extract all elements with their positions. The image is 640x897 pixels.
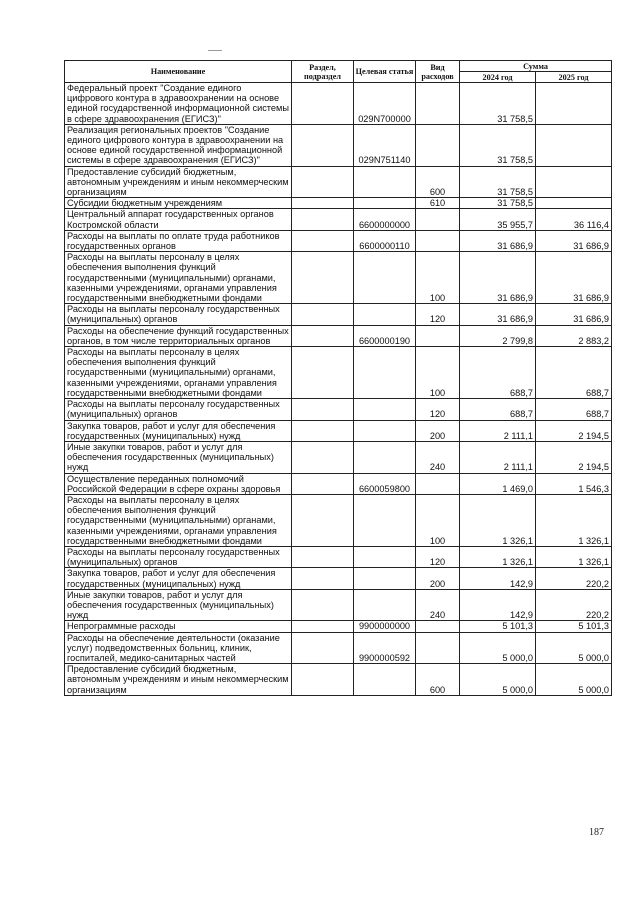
budget-table (64, 60, 612, 696)
cell-target (354, 494, 416, 546)
cell-expense-type: 100 (416, 494, 460, 546)
cell-name: Иные закупки товаров, работ и услуг для обеспечения государственных (муниципальных) нужд (65, 441, 292, 473)
cell-expense-type: 200 (416, 568, 460, 589)
cell-sum-2024: 142,9 (460, 589, 536, 621)
cell-name: Расходы на выплаты персоналу в целях обеспечения выполнения функций государственными (муниципальными) органами, казенными учреждениями, органами управления государственными внебюджетными фондами (65, 494, 292, 546)
table-row (65, 166, 612, 198)
cell-expense-type: 120 (416, 304, 460, 325)
cell-expense-type (416, 325, 460, 346)
cell-target (354, 198, 416, 209)
cell-section (292, 546, 354, 567)
cell-sum-2024: 31 758,5 (460, 124, 536, 166)
cell-sum-2024: 142,9 (460, 568, 536, 589)
cell-target (354, 304, 416, 325)
cell-section (292, 252, 354, 304)
cell-sum-2025: 2 194,5 (536, 420, 612, 441)
cell-sum-2024: 688,7 (460, 347, 536, 399)
cell-sum-2025: 31 686,9 (536, 304, 612, 325)
cell-target (354, 441, 416, 473)
cell-section (292, 325, 354, 346)
cell-name: Расходы на обеспечение деятельности (оказание услуг) подведомственных больниц, клиник, госпиталей, медико-санитарных частей (65, 632, 292, 664)
cell-sum-2025: 1 546,3 (536, 473, 612, 494)
cell-section (292, 589, 354, 621)
cell-expense-type: 100 (416, 347, 460, 399)
cell-target: 6600000190 (354, 325, 416, 346)
cell-sum-2025 (536, 198, 612, 209)
cell-section (292, 494, 354, 546)
cell-sum-2025 (536, 124, 612, 166)
cell-target: 029N751140 (354, 124, 416, 166)
table-row (65, 83, 612, 125)
cell-section (292, 198, 354, 209)
cell-name: Расходы на выплаты персоналу в целях обеспечения выполнения функций государственными (муниципальными) органами, казенными учреждениями, органами управления государственными внебюджетными фондами (65, 252, 292, 304)
cell-sum-2025: 31 686,9 (536, 230, 612, 251)
cell-target: 029N700000 (354, 83, 416, 125)
cell-target (354, 420, 416, 441)
cell-section (292, 632, 354, 664)
cell-target (354, 568, 416, 589)
cell-sum-2024: 31 686,9 (460, 304, 536, 325)
cell-sum-2025: 2 194,5 (536, 441, 612, 473)
cell-target: 6600000110 (354, 230, 416, 251)
cell-section (292, 230, 354, 251)
table-row (65, 399, 612, 420)
header-target: Целевая статья (354, 61, 416, 83)
cell-name: Расходы на выплаты по оплате труда работников государственных органов (65, 230, 292, 251)
cell-sum-2025: 5 000,0 (536, 664, 612, 696)
cell-target: 6600000000 (354, 209, 416, 230)
cell-sum-2024: 688,7 (460, 399, 536, 420)
table-body (65, 83, 612, 696)
cell-expense-type: 240 (416, 441, 460, 473)
cell-sum-2025: 688,7 (536, 347, 612, 399)
cell-target (354, 546, 416, 567)
cell-section (292, 166, 354, 198)
cell-expense-type (416, 473, 460, 494)
cell-sum-2024: 1 326,1 (460, 546, 536, 567)
cell-sum-2025 (536, 83, 612, 125)
cell-name: Закупка товаров, работ и услуг для обеспечения государственных (муниципальных) нужд (65, 420, 292, 441)
table-row (65, 304, 612, 325)
cell-sum-2024: 1 469,0 (460, 473, 536, 494)
page-number: 187 (589, 827, 604, 838)
cell-expense-type: 240 (416, 589, 460, 621)
cell-target (354, 399, 416, 420)
cell-target (354, 166, 416, 198)
cell-sum-2024: 2 111,1 (460, 441, 536, 473)
table-row (65, 494, 612, 546)
cell-expense-type (416, 632, 460, 664)
cell-target (354, 252, 416, 304)
cell-expense-type (416, 621, 460, 632)
cell-sum-2025: 31 686,9 (536, 252, 612, 304)
header-expense-type: Вид расходов (416, 61, 460, 83)
cell-section (292, 441, 354, 473)
cell-section (292, 473, 354, 494)
table-row (65, 441, 612, 473)
cell-sum-2024: 31 758,5 (460, 83, 536, 125)
cell-expense-type (416, 124, 460, 166)
cell-name: Расходы на выплаты персоналу государственных (муниципальных) органов (65, 546, 292, 567)
cell-section (292, 568, 354, 589)
cell-name: Расходы на обеспечение функций государственных органов, в том числе территориальных органов (65, 325, 292, 346)
scan-mark (208, 50, 222, 51)
cell-name: Субсидии бюджетным учреждениям (65, 198, 292, 209)
cell-section (292, 347, 354, 399)
cell-sum-2025: 1 326,1 (536, 546, 612, 567)
cell-name: Реализация региональных проектов "Создание единого цифрового контура в здравоохранении на основе единой государственной информационной системы в сфере здравоохранения (ЕГИСЗ)" (65, 124, 292, 166)
cell-expense-type: 100 (416, 252, 460, 304)
cell-sum-2025: 1 326,1 (536, 494, 612, 546)
table-row (65, 230, 612, 251)
cell-sum-2024: 31 758,5 (460, 166, 536, 198)
cell-sum-2025: 220,2 (536, 568, 612, 589)
cell-sum-2025: 36 116,4 (536, 209, 612, 230)
table-row (65, 621, 612, 632)
table-row (65, 546, 612, 567)
cell-target (354, 664, 416, 696)
cell-section (292, 83, 354, 125)
cell-sum-2024: 2 111,1 (460, 420, 536, 441)
cell-name: Иные закупки товаров, работ и услуг для обеспечения государственных (муниципальных) нужд (65, 589, 292, 621)
table-row (65, 473, 612, 494)
table-row (65, 632, 612, 664)
cell-section (292, 209, 354, 230)
cell-name: Расходы на выплаты персоналу в целях обеспечения выполнения функций государственными (муниципальными) органами, казенными учреждениями, органами управления государственными внебюджетными фондами (65, 347, 292, 399)
header-section: Раздел, подраздел (292, 61, 354, 83)
header-name: Наименование (65, 61, 292, 83)
cell-expense-type: 200 (416, 420, 460, 441)
table-row (65, 420, 612, 441)
cell-target (354, 347, 416, 399)
table-row (65, 209, 612, 230)
table-row (65, 325, 612, 346)
header-sum: Сумма (460, 61, 612, 72)
header-year-2025: 2025 год (536, 72, 612, 83)
cell-sum-2025: 688,7 (536, 399, 612, 420)
cell-name: Непрограммные расходы (65, 621, 292, 632)
table-header (65, 61, 612, 83)
cell-sum-2025 (536, 166, 612, 198)
cell-target: 6600059800 (354, 473, 416, 494)
cell-expense-type (416, 230, 460, 251)
cell-section (292, 664, 354, 696)
cell-section (292, 420, 354, 441)
cell-section (292, 304, 354, 325)
cell-sum-2025: 5 000,0 (536, 632, 612, 664)
cell-sum-2024: 5 101,3 (460, 621, 536, 632)
cell-expense-type (416, 83, 460, 125)
header-year-2024: 2024 год (460, 72, 536, 83)
cell-name: Федеральный проект "Создание единого цифрового контура в здравоохранении на основе единой государственной информационной системы в сфере здравоохранения (ЕГИСЗ)" (65, 83, 292, 125)
table-row (65, 568, 612, 589)
cell-section (292, 621, 354, 632)
cell-sum-2024: 35 955,7 (460, 209, 536, 230)
cell-expense-type: 610 (416, 198, 460, 209)
cell-expense-type: 120 (416, 546, 460, 567)
cell-name: Закупка товаров, работ и услуг для обеспечения государственных (муниципальных) нужд (65, 568, 292, 589)
table-row (65, 589, 612, 621)
cell-sum-2024: 31 758,5 (460, 198, 536, 209)
cell-sum-2025: 5 101,3 (536, 621, 612, 632)
cell-name: Расходы на выплаты персоналу государственных (муниципальных) органов (65, 399, 292, 420)
cell-sum-2025: 2 883,2 (536, 325, 612, 346)
cell-sum-2025: 220,2 (536, 589, 612, 621)
cell-expense-type: 600 (416, 166, 460, 198)
cell-name: Центральный аппарат государственных органов Костромской области (65, 209, 292, 230)
cell-sum-2024: 1 326,1 (460, 494, 536, 546)
cell-sum-2024: 5 000,0 (460, 664, 536, 696)
cell-target (354, 589, 416, 621)
table-row (65, 252, 612, 304)
table-row (65, 124, 612, 166)
cell-name: Предоставление субсидий бюджетным, автономным учреждениям и иным некоммерческим организациям (65, 664, 292, 696)
cell-sum-2024: 2 799,8 (460, 325, 536, 346)
cell-name: Расходы на выплаты персоналу государственных (муниципальных) органов (65, 304, 292, 325)
cell-section (292, 124, 354, 166)
cell-target: 9900000592 (354, 632, 416, 664)
cell-sum-2024: 31 686,9 (460, 252, 536, 304)
table-row (65, 347, 612, 399)
cell-section (292, 399, 354, 420)
cell-expense-type: 600 (416, 664, 460, 696)
cell-expense-type (416, 209, 460, 230)
table-row (65, 664, 612, 696)
cell-name: Осуществление переданных полномочий Российской Федерации в сфере охраны здоровья (65, 473, 292, 494)
cell-target: 9900000000 (354, 621, 416, 632)
cell-name: Предоставление субсидий бюджетным, автономным учреждениям и иным некоммерческим организациям (65, 166, 292, 198)
cell-sum-2024: 5 000,0 (460, 632, 536, 664)
cell-sum-2024: 31 686,9 (460, 230, 536, 251)
cell-expense-type: 120 (416, 399, 460, 420)
table-row (65, 198, 612, 209)
